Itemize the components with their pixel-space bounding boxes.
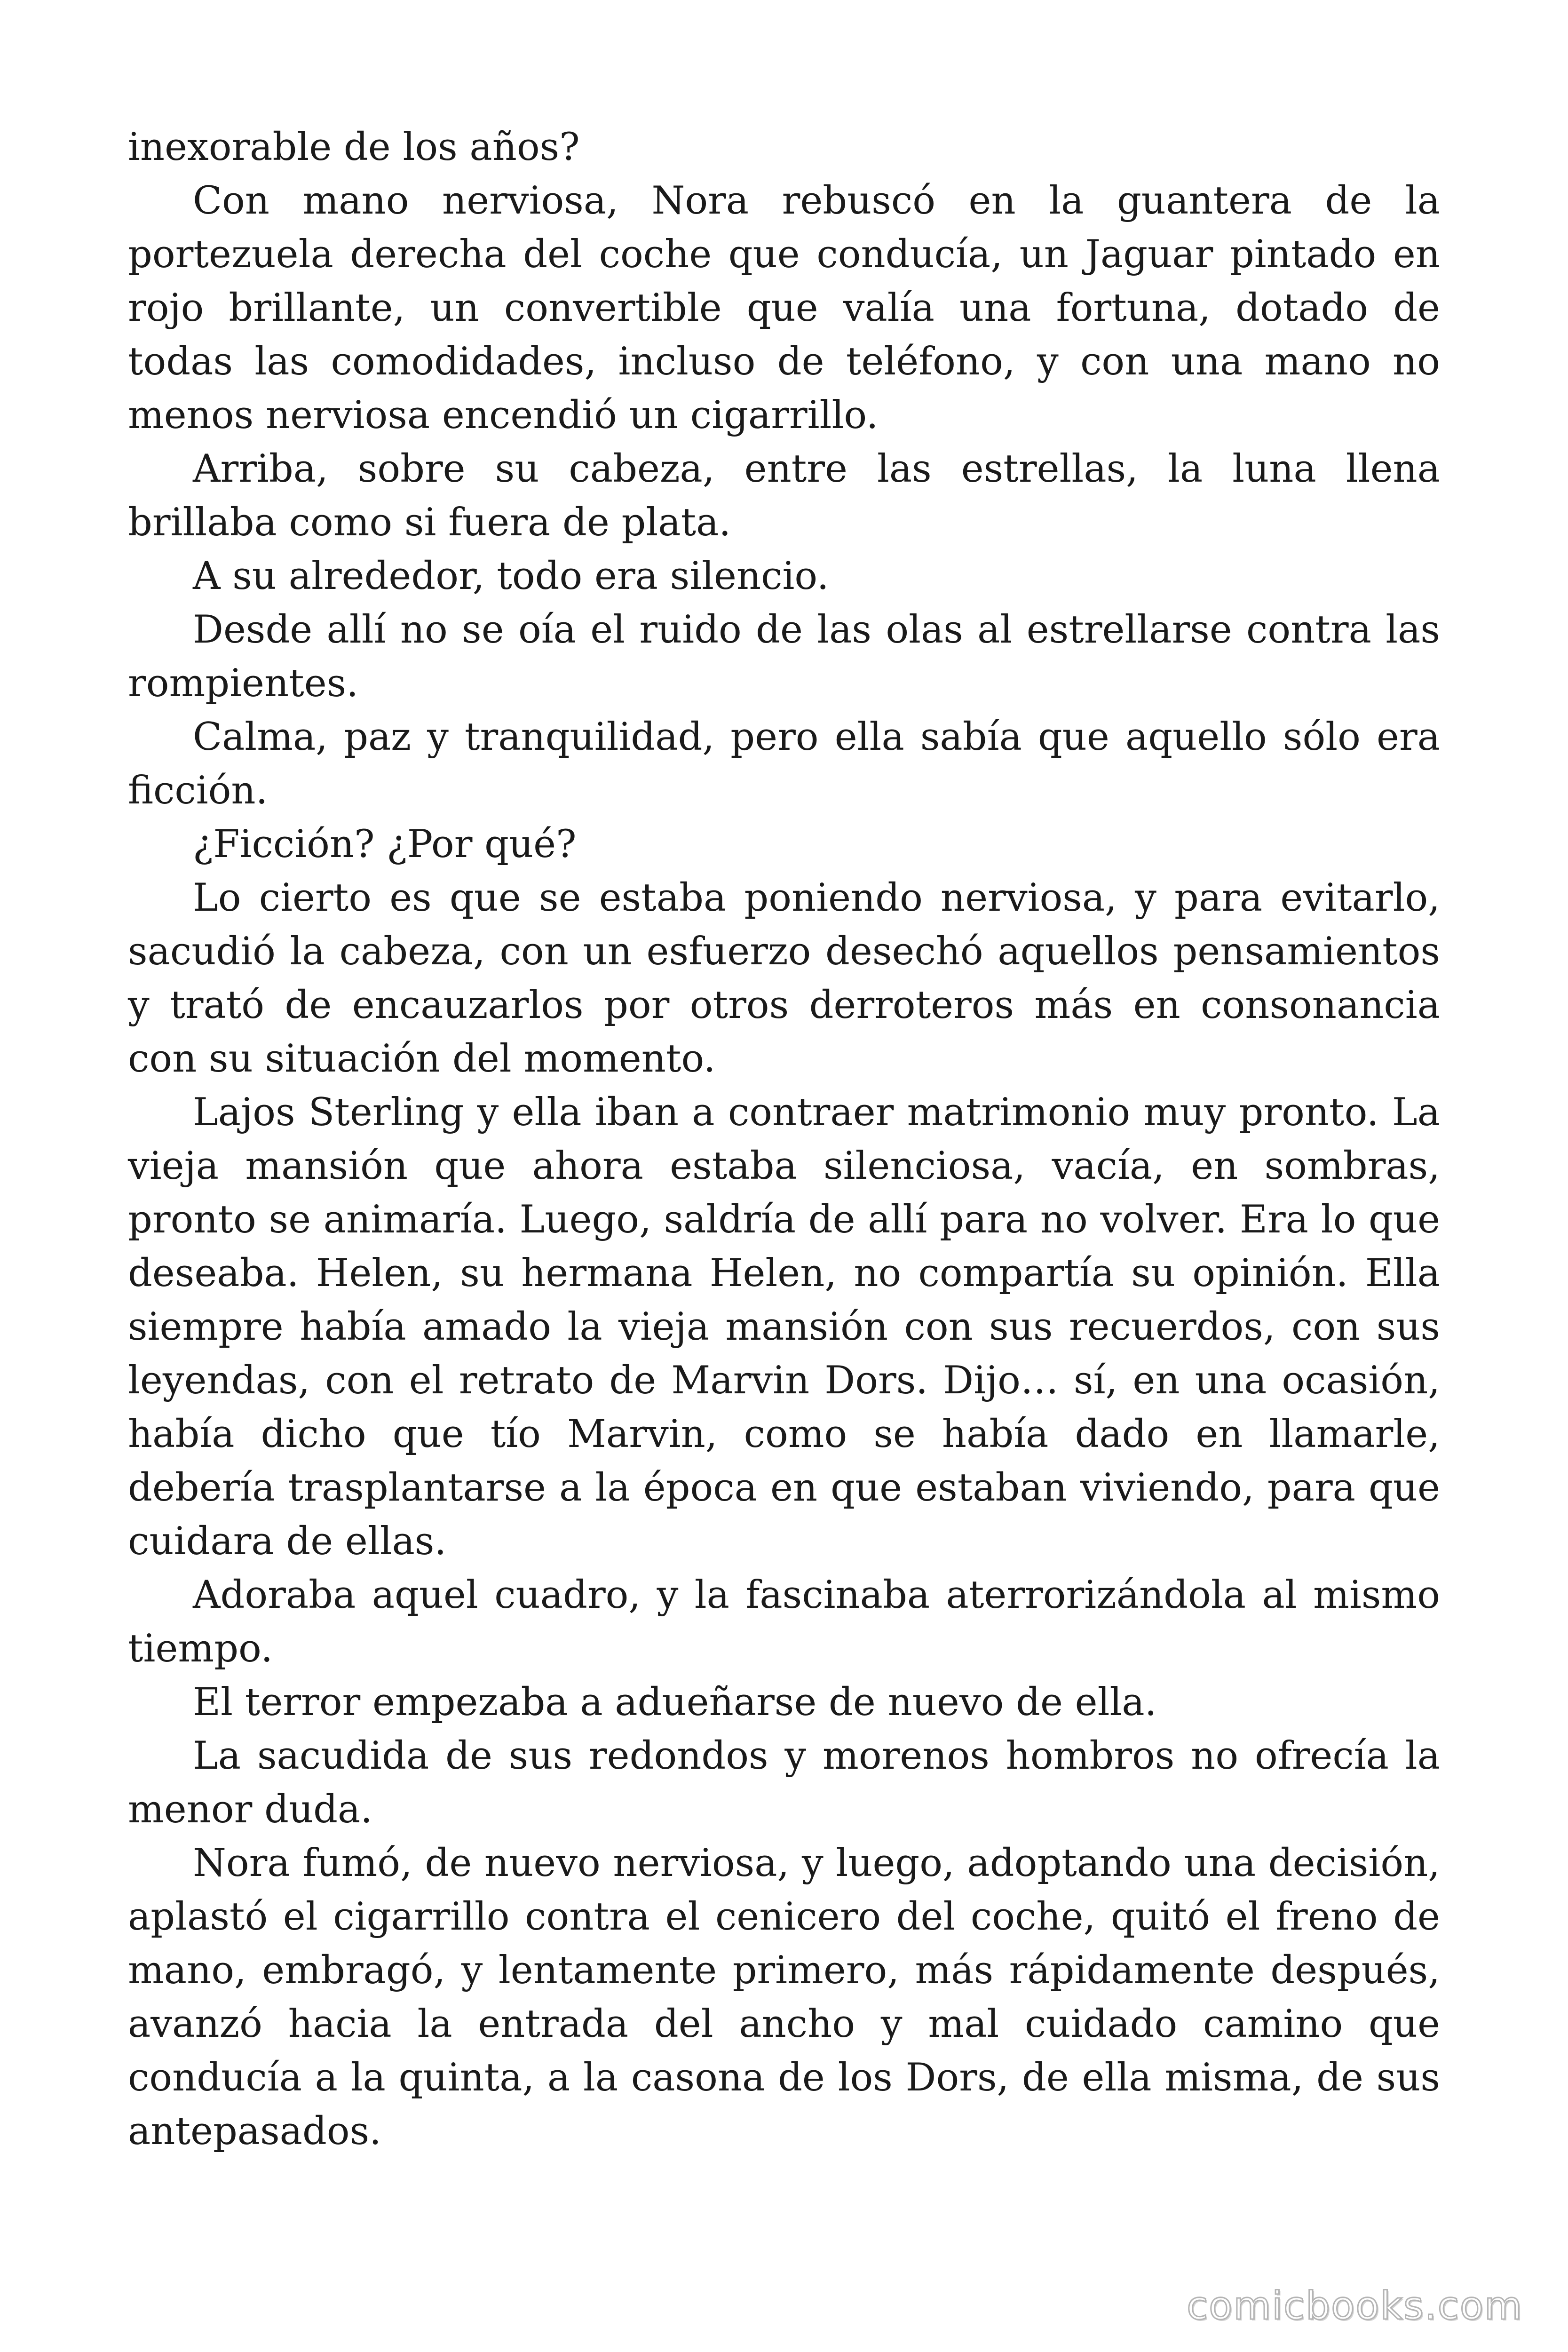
paragraph: Adoraba aquel cuadro, y la fascinaba aterrorizándola al mismo tiempo.	[128, 1573, 1440, 1671]
paragraph: A su alrededor, todo era silencio.	[193, 554, 829, 598]
paragraph: Lo cierto es que se estaba poniendo nerviosa, y para evitarlo, sacudió la cabeza, con un esfuerzo desechó aquellos pensamientos y trató de encauzarlos por otros derroteros más en consonancia con su situación del momento.	[128, 876, 1440, 1081]
paragraph: Lajos Sterling y ella iban a contraer matrimonio muy pronto. La vieja mansión que ahora estaba silenciosa, vacía, en sombras, pronto se animaría. Luego, saldría de allí para no volver. Era lo que deseaba. Helen, su hermana Helen, no compartía su opinión. Ella siempre había amado la vieja mansión con sus recuerdos, con sus leyendas, con el retrato de Marvin Dors. Dijo… sí, en una ocasión, había dicho que tío Marvin, como se había dado en llamarle, debería trasplantarse a la época en que estaban viviendo, para que cuidara de ellas.	[128, 1090, 1440, 1564]
paragraph: Nora fumó, de nuevo nerviosa, y luego, adoptando una decisión, aplastó el cigarrillo contra el cenicero del coche, quitó el freno de mano, embragó, y lentamente primero, más rápidamente después, avanzó hacia la entrada del ancho y mal cuidado camino que conducía a la quinta, a la casona de los Dors, de ella misma, de sus antepasados.	[128, 1841, 1440, 2153]
paragraph: La sacudida de sus redondos y morenos hombros no ofrecía la menor duda.	[128, 1734, 1440, 1832]
paragraph: ¿Ficción? ¿Por qué?	[193, 822, 577, 866]
body-text	[128, 120, 1440, 2158]
paragraph: Arriba, sobre su cabeza, entre las estrellas, la luna llena brillaba como si fuera de plata.	[128, 447, 1440, 545]
paragraph: Con mano nerviosa, Nora rebuscó en la guantera de la portezuela derecha del coche que conducía, un Jaguar pintado en rojo brillante, un convertible que valía una fortuna, dotado de todas las comodidades, incluso de teléfono, y con una mano no menos nerviosa encendió un cigarrillo.	[128, 179, 1440, 437]
paragraph: El terror empezaba a adueñarse de nuevo de ella.	[193, 1680, 1157, 1724]
watermark-logo: comicbooks.com	[1187, 2284, 1523, 2328]
paragraph: Desde allí no se oía el ruido de las olas al estrellarse contra las rompientes.	[128, 608, 1440, 706]
paragraph-continuation: inexorable de los años?	[128, 125, 580, 169]
paragraph: Calma, paz y tranquilidad, pero ella sabía que aquello sólo era ficción.	[128, 715, 1440, 813]
